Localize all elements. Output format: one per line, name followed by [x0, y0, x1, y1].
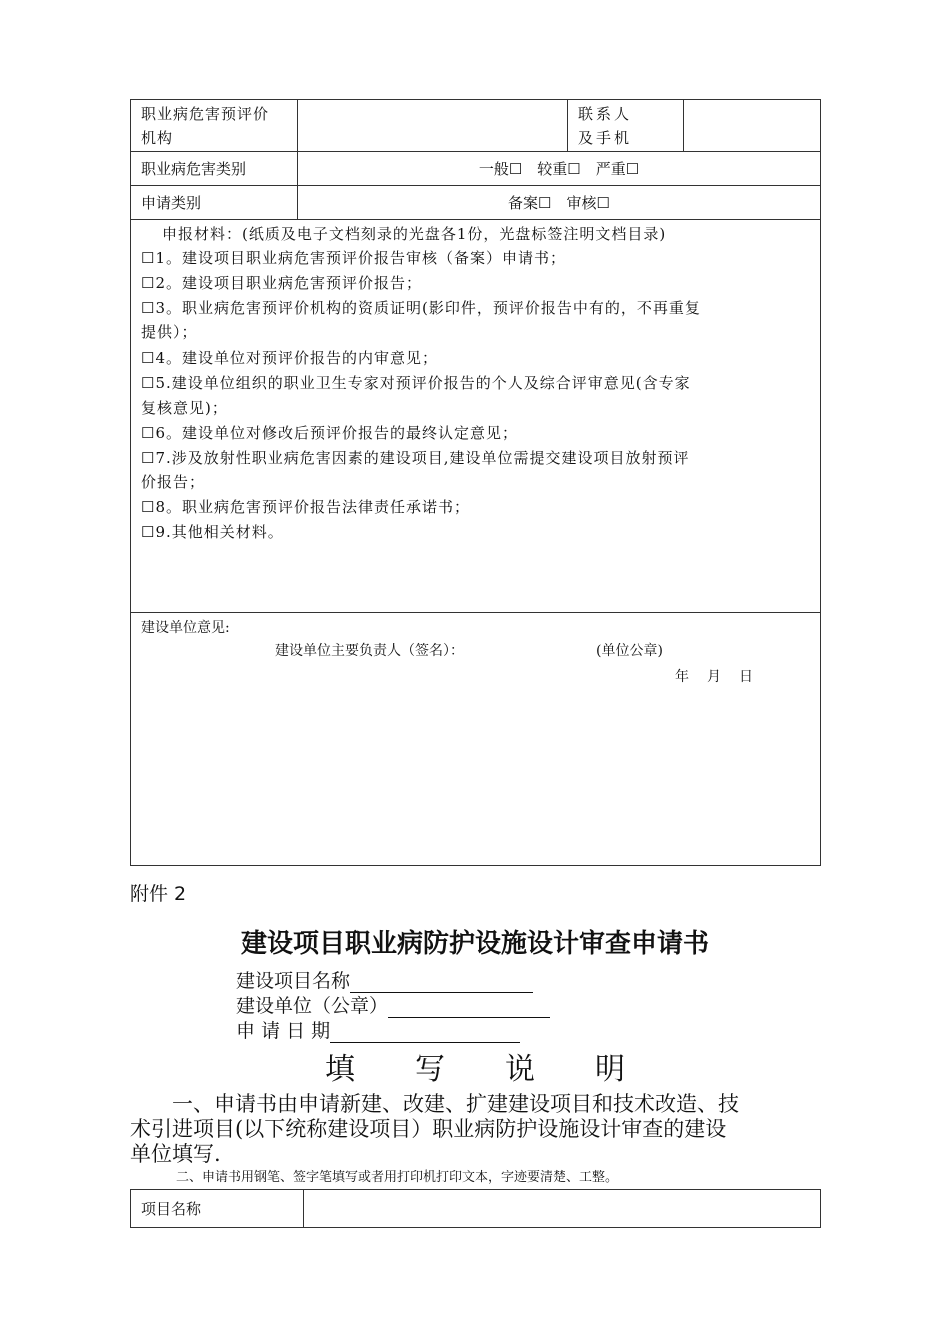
- signer-label: 建设单位主要负责人（签名）：: [275, 643, 464, 659]
- page-title: 建设项目职业病防护设施设计审查申请书: [240, 929, 709, 959]
- project-name-cell-input[interactable]: [304, 1190, 821, 1228]
- materials-item-cont: 提供）；: [141, 323, 198, 341]
- application-type-options[interactable]: 备案☐ 审核☐: [298, 186, 821, 220]
- contact-label: 联系人 及手机: [568, 100, 684, 152]
- project-name-label: 建设项目名称: [236, 970, 351, 992]
- materials-item[interactable]: ☐5.建设单位组织的职业卫生专家对预评价报告的个人及综合评审意见(含专家: [141, 374, 691, 392]
- project-name-cell-label: 项目名称: [131, 1190, 304, 1228]
- application-type-label: 申请类别: [131, 186, 298, 220]
- materials-item-cont: 价报告；: [141, 473, 206, 491]
- materials-heading: 申报材料：(纸质及电子文档刻录的光盘各1份，光盘标签注明文档目录): [162, 225, 667, 243]
- materials-item[interactable]: ☐1。建设项目职业病危害预评价报告审核（备案）申请书；: [141, 249, 566, 267]
- materials-item[interactable]: ☐7.涉及放射性职业病危害因素的建设项目,建设单位需提交建设项目放射预评: [141, 449, 690, 467]
- materials-item-cont: 复核意见)；: [141, 399, 228, 417]
- unit-input[interactable]: [388, 997, 550, 1018]
- info-table: [130, 99, 821, 220]
- project-table: [130, 1189, 821, 1228]
- materials-item[interactable]: ☐6。建设单位对修改后预评价报告的最终认定意见；: [141, 424, 518, 442]
- materials-item[interactable]: ☐9.其他相关材料。: [141, 523, 284, 541]
- materials-item[interactable]: ☐3。职业病危害预评价机构的资质证明(影印件，预评价报告中有的，不再重复: [141, 299, 701, 317]
- seal-label: (单位公章): [596, 643, 663, 659]
- hazard-category-options[interactable]: 一般☐ 较重☐ 严重☐: [298, 152, 821, 186]
- contact-input[interactable]: [684, 100, 821, 152]
- instructions-heading: 填 写 说 明: [325, 1052, 625, 1087]
- instructions-p2: 二、申请书用钢笔、签字笔填写或者用打印机打印文本，字迹要清楚、工整。: [176, 1170, 619, 1185]
- apply-date-label: 申 请 日 期: [236, 1020, 331, 1042]
- assessment-org-label: 职业病危害预评价 机构: [131, 100, 298, 152]
- project-name-field: [236, 966, 533, 993]
- materials-item[interactable]: ☐2。建设项目职业病危害预评价报告；: [141, 274, 422, 292]
- hazard-category-label: 职业病危害类别: [131, 152, 298, 186]
- opinion-box[interactable]: [130, 612, 821, 866]
- instructions-p1-line1: 一、申请书由申请新建、改建、扩建建设项目和技术改造、技: [172, 1092, 739, 1116]
- attachment-label: 附件 2: [130, 883, 187, 905]
- instructions-p1-line2: 术引进项目(以下统称建设项目）职业病防护设施设计审查的建设: [130, 1117, 727, 1141]
- instructions-p1-line3: 单位填写.: [130, 1142, 221, 1166]
- date-label: 年 月 日: [675, 669, 755, 685]
- assessment-org-input[interactable]: [298, 100, 568, 152]
- materials-item[interactable]: ☐4。建设单位对预评价报告的内审意见；: [141, 349, 438, 367]
- apply-date-field: [236, 1016, 520, 1043]
- unit-field: [236, 991, 550, 1018]
- apply-date-input[interactable]: [330, 1022, 520, 1043]
- unit-label: 建设单位（公章）: [236, 995, 389, 1017]
- materials-item[interactable]: ☐8。职业病危害预评价报告法律责任承诺书；: [141, 498, 470, 516]
- project-name-input[interactable]: [350, 972, 533, 993]
- opinion-label: 建设单位意见:: [141, 620, 230, 636]
